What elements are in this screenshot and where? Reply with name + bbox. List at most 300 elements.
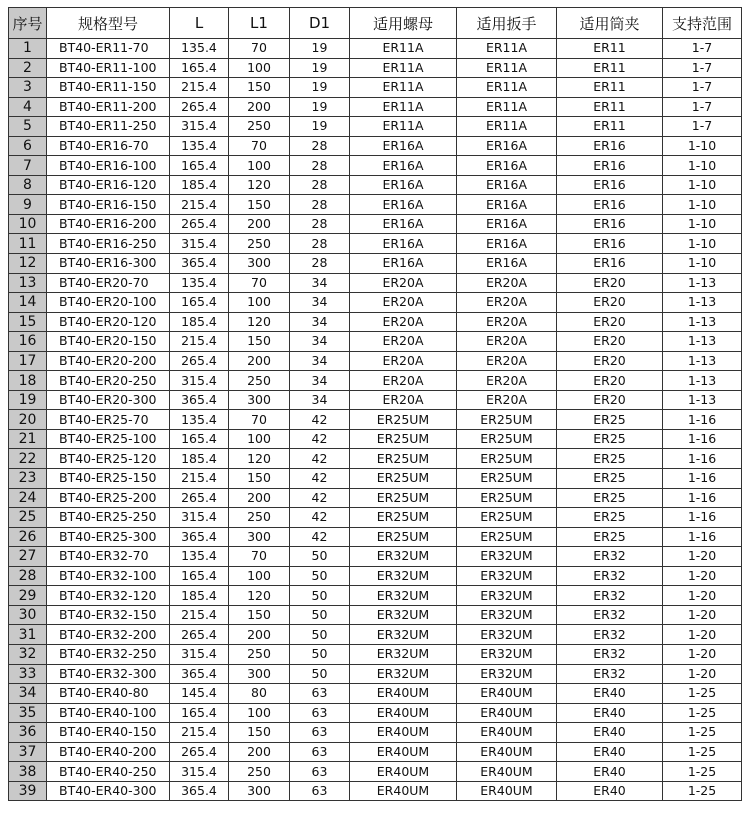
cell-collet: ER20 [557,273,663,293]
cell-model: BT40-ER40-80 [47,684,170,704]
cell-l1: 250 [229,762,290,782]
cell-nut: ER25UM [350,508,457,528]
cell-d1: 19 [290,58,350,78]
table-row [9,254,742,274]
cell-nut: ER32UM [350,644,457,664]
cell-index: 36 [9,723,47,743]
cell-l1: 200 [229,97,290,117]
cell-collet: ER11 [557,39,663,59]
cell-l: 215.4 [170,723,229,743]
table-row [9,156,742,176]
cell-collet: ER16 [557,136,663,156]
cell-model: BT40-ER20-200 [47,351,170,371]
table-row [9,78,742,98]
cell-l1: 150 [229,195,290,215]
table-row [9,508,742,528]
cell-index: 7 [9,156,47,176]
cell-collet: ER20 [557,351,663,371]
table-row [9,723,742,743]
cell-wrench: ER16A [457,156,557,176]
cell-d1: 28 [290,175,350,195]
header-range: 支持范围 [663,8,742,39]
header-d1: D1 [290,8,350,39]
cell-range: 1-10 [663,136,742,156]
cell-collet: ER11 [557,78,663,98]
cell-nut: ER11A [350,97,457,117]
cell-model: BT40-ER40-150 [47,723,170,743]
cell-model: BT40-ER40-250 [47,762,170,782]
cell-index: 1 [9,39,47,59]
cell-range: 1-16 [663,488,742,508]
cell-collet: ER32 [557,586,663,606]
cell-l: 135.4 [170,273,229,293]
table-row [9,293,742,313]
header-l: L [170,8,229,39]
cell-collet: ER25 [557,429,663,449]
cell-collet: ER40 [557,703,663,723]
cell-range: 1-13 [663,390,742,410]
cell-range: 1-20 [663,547,742,567]
cell-range: 1-10 [663,156,742,176]
cell-index: 22 [9,449,47,469]
cell-range: 1-13 [663,371,742,391]
cell-d1: 34 [290,371,350,391]
cell-nut: ER40UM [350,781,457,801]
cell-collet: ER32 [557,547,663,567]
cell-nut: ER11A [350,58,457,78]
cell-collet: ER32 [557,566,663,586]
cell-l1: 150 [229,469,290,489]
cell-d1: 28 [290,195,350,215]
cell-nut: ER11A [350,39,457,59]
cell-wrench: ER32UM [457,547,557,567]
cell-l1: 150 [229,605,290,625]
cell-l1: 300 [229,254,290,274]
cell-l: 165.4 [170,429,229,449]
cell-wrench: ER11A [457,58,557,78]
cell-nut: ER20A [350,332,457,352]
cell-nut: ER20A [350,273,457,293]
cell-range: 1-25 [663,762,742,782]
cell-collet: ER25 [557,410,663,430]
cell-collet: ER16 [557,156,663,176]
cell-range: 1-20 [663,586,742,606]
cell-range: 1-16 [663,449,742,469]
table-row [9,488,742,508]
table-row [9,762,742,782]
cell-l: 365.4 [170,664,229,684]
cell-d1: 34 [290,351,350,371]
cell-l1: 300 [229,664,290,684]
cell-model: BT40-ER11-250 [47,117,170,137]
table-row [9,684,742,704]
cell-nut: ER16A [350,214,457,234]
cell-collet: ER11 [557,97,663,117]
cell-nut: ER25UM [350,429,457,449]
cell-index: 31 [9,625,47,645]
cell-l: 315.4 [170,762,229,782]
cell-wrench: ER25UM [457,527,557,547]
cell-model: BT40-ER25-200 [47,488,170,508]
cell-wrench: ER40UM [457,762,557,782]
cell-l1: 120 [229,175,290,195]
cell-nut: ER20A [350,351,457,371]
cell-wrench: ER16A [457,214,557,234]
cell-nut: ER32UM [350,664,457,684]
cell-index: 25 [9,508,47,528]
cell-wrench: ER40UM [457,684,557,704]
cell-l1: 200 [229,488,290,508]
cell-model: BT40-ER32-250 [47,644,170,664]
cell-model: BT40-ER11-150 [47,78,170,98]
cell-range: 1-20 [663,664,742,684]
cell-d1: 42 [290,527,350,547]
cell-d1: 19 [290,117,350,137]
table-row [9,644,742,664]
cell-l1: 100 [229,703,290,723]
cell-l1: 150 [229,78,290,98]
cell-collet: ER25 [557,527,663,547]
cell-index: 23 [9,469,47,489]
cell-l1: 150 [229,723,290,743]
cell-wrench: ER32UM [457,566,557,586]
cell-nut: ER11A [350,117,457,137]
cell-nut: ER20A [350,390,457,410]
cell-collet: ER40 [557,723,663,743]
cell-wrench: ER25UM [457,469,557,489]
cell-range: 1-13 [663,351,742,371]
cell-d1: 34 [290,312,350,332]
cell-model: BT40-ER25-120 [47,449,170,469]
cell-l: 185.4 [170,312,229,332]
cell-range: 1-7 [663,39,742,59]
cell-model: BT40-ER32-100 [47,566,170,586]
cell-l: 265.4 [170,214,229,234]
spec-table [8,7,742,801]
cell-l: 135.4 [170,136,229,156]
cell-l: 315.4 [170,234,229,254]
cell-model: BT40-ER20-150 [47,332,170,352]
table-row [9,351,742,371]
cell-nut: ER32UM [350,625,457,645]
cell-wrench: ER16A [457,136,557,156]
cell-wrench: ER32UM [457,586,557,606]
cell-l: 315.4 [170,371,229,391]
cell-l1: 150 [229,332,290,352]
cell-index: 32 [9,644,47,664]
cell-index: 35 [9,703,47,723]
cell-range: 1-13 [663,273,742,293]
cell-d1: 28 [290,156,350,176]
cell-nut: ER20A [350,371,457,391]
cell-range: 1-20 [663,566,742,586]
cell-d1: 28 [290,136,350,156]
cell-l: 165.4 [170,58,229,78]
cell-l1: 70 [229,136,290,156]
cell-collet: ER16 [557,175,663,195]
cell-collet: ER20 [557,390,663,410]
table-row [9,371,742,391]
cell-wrench: ER20A [457,390,557,410]
cell-wrench: ER32UM [457,664,557,684]
cell-l: 365.4 [170,781,229,801]
cell-l1: 250 [229,371,290,391]
cell-nut: ER40UM [350,742,457,762]
cell-range: 1-10 [663,175,742,195]
cell-collet: ER11 [557,117,663,137]
cell-l1: 250 [229,644,290,664]
cell-l1: 250 [229,234,290,254]
cell-d1: 50 [290,644,350,664]
table-row [9,586,742,606]
cell-l: 165.4 [170,156,229,176]
cell-nut: ER16A [350,156,457,176]
cell-l: 265.4 [170,488,229,508]
cell-model: BT40-ER16-70 [47,136,170,156]
header-model: 规格型号 [47,8,170,39]
cell-l: 215.4 [170,332,229,352]
cell-model: BT40-ER11-200 [47,97,170,117]
cell-d1: 42 [290,508,350,528]
cell-index: 9 [9,195,47,215]
cell-range: 1-13 [663,332,742,352]
cell-d1: 42 [290,429,350,449]
cell-wrench: ER20A [457,312,557,332]
cell-wrench: ER40UM [457,703,557,723]
cell-wrench: ER16A [457,234,557,254]
cell-range: 1-7 [663,117,742,137]
cell-range: 1-13 [663,312,742,332]
cell-wrench: ER20A [457,351,557,371]
cell-l: 145.4 [170,684,229,704]
cell-d1: 50 [290,625,350,645]
cell-l: 365.4 [170,254,229,274]
cell-index: 11 [9,234,47,254]
cell-range: 1-25 [663,781,742,801]
cell-wrench: ER25UM [457,449,557,469]
cell-index: 28 [9,566,47,586]
cell-collet: ER16 [557,195,663,215]
cell-index: 27 [9,547,47,567]
cell-range: 1-7 [663,78,742,98]
cell-range: 1-25 [663,742,742,762]
table-row [9,449,742,469]
cell-l: 365.4 [170,390,229,410]
cell-model: BT40-ER32-200 [47,625,170,645]
cell-model: BT40-ER20-70 [47,273,170,293]
cell-l1: 120 [229,312,290,332]
cell-l1: 200 [229,351,290,371]
cell-wrench: ER40UM [457,742,557,762]
cell-collet: ER11 [557,58,663,78]
cell-d1: 42 [290,410,350,430]
cell-nut: ER16A [350,195,457,215]
cell-d1: 50 [290,547,350,567]
cell-collet: ER20 [557,371,663,391]
cell-collet: ER25 [557,508,663,528]
cell-l: 215.4 [170,605,229,625]
cell-index: 37 [9,742,47,762]
cell-nut: ER16A [350,175,457,195]
cell-model: BT40-ER11-100 [47,58,170,78]
table-row [9,97,742,117]
cell-nut: ER40UM [350,703,457,723]
cell-nut: ER32UM [350,566,457,586]
cell-wrench: ER25UM [457,429,557,449]
cell-l: 265.4 [170,625,229,645]
cell-l1: 70 [229,410,290,430]
cell-l: 365.4 [170,527,229,547]
cell-index: 3 [9,78,47,98]
cell-d1: 19 [290,97,350,117]
cell-collet: ER20 [557,312,663,332]
cell-nut: ER32UM [350,605,457,625]
cell-nut: ER25UM [350,469,457,489]
cell-wrench: ER11A [457,78,557,98]
cell-range: 1-10 [663,195,742,215]
cell-collet: ER16 [557,254,663,274]
cell-range: 1-20 [663,605,742,625]
cell-l1: 300 [229,390,290,410]
table-row [9,332,742,352]
cell-wrench: ER16A [457,195,557,215]
cell-collet: ER20 [557,332,663,352]
cell-model: BT40-ER16-200 [47,214,170,234]
cell-model: BT40-ER40-300 [47,781,170,801]
cell-d1: 63 [290,742,350,762]
table-row [9,742,742,762]
cell-wrench: ER11A [457,97,557,117]
cell-nut: ER40UM [350,762,457,782]
cell-index: 20 [9,410,47,430]
cell-model: BT40-ER11-70 [47,39,170,59]
cell-l1: 100 [229,293,290,313]
cell-nut: ER20A [350,312,457,332]
cell-l: 215.4 [170,195,229,215]
cell-l1: 70 [229,39,290,59]
cell-index: 17 [9,351,47,371]
cell-l1: 300 [229,781,290,801]
cell-model: BT40-ER20-300 [47,390,170,410]
cell-l1: 70 [229,273,290,293]
cell-collet: ER32 [557,625,663,645]
cell-model: BT40-ER25-250 [47,508,170,528]
table-row [9,605,742,625]
table-row [9,566,742,586]
cell-l1: 120 [229,449,290,469]
cell-range: 1-16 [663,508,742,528]
cell-model: BT40-ER32-300 [47,664,170,684]
cell-wrench: ER25UM [457,410,557,430]
cell-range: 1-7 [663,97,742,117]
cell-d1: 63 [290,684,350,704]
cell-l: 265.4 [170,742,229,762]
cell-d1: 42 [290,449,350,469]
table-row [9,117,742,137]
cell-range: 1-25 [663,723,742,743]
cell-range: 1-25 [663,684,742,704]
cell-collet: ER40 [557,762,663,782]
cell-l1: 250 [229,508,290,528]
cell-index: 29 [9,586,47,606]
cell-index: 39 [9,781,47,801]
cell-index: 8 [9,175,47,195]
cell-d1: 28 [290,254,350,274]
cell-l: 215.4 [170,469,229,489]
table-row [9,175,742,195]
cell-range: 1-16 [663,527,742,547]
header-l1: L1 [229,8,290,39]
cell-model: BT40-ER16-100 [47,156,170,176]
cell-index: 19 [9,390,47,410]
cell-wrench: ER20A [457,332,557,352]
header-nut: 适用螺母 [350,8,457,39]
table-row [9,703,742,723]
cell-d1: 28 [290,214,350,234]
cell-range: 1-20 [663,625,742,645]
cell-collet: ER32 [557,664,663,684]
cell-index: 30 [9,605,47,625]
header-index: 序号 [9,8,47,39]
cell-index: 13 [9,273,47,293]
cell-index: 10 [9,214,47,234]
table-row [9,781,742,801]
cell-l1: 100 [229,58,290,78]
cell-collet: ER20 [557,293,663,313]
cell-wrench: ER16A [457,254,557,274]
cell-l1: 100 [229,156,290,176]
cell-index: 4 [9,97,47,117]
cell-index: 21 [9,429,47,449]
cell-d1: 34 [290,293,350,313]
cell-nut: ER25UM [350,488,457,508]
cell-wrench: ER11A [457,39,557,59]
cell-index: 5 [9,117,47,137]
cell-range: 1-25 [663,703,742,723]
cell-model: BT40-ER40-200 [47,742,170,762]
table-row [9,625,742,645]
cell-index: 18 [9,371,47,391]
cell-index: 14 [9,293,47,313]
cell-d1: 50 [290,605,350,625]
table-row [9,429,742,449]
table-row [9,312,742,332]
table-row [9,469,742,489]
cell-d1: 42 [290,488,350,508]
cell-model: BT40-ER16-250 [47,234,170,254]
cell-l: 165.4 [170,293,229,313]
table-header [9,8,742,39]
cell-d1: 19 [290,39,350,59]
cell-index: 16 [9,332,47,352]
cell-d1: 63 [290,781,350,801]
cell-d1: 50 [290,586,350,606]
cell-range: 1-20 [663,644,742,664]
table-row [9,214,742,234]
cell-collet: ER32 [557,644,663,664]
cell-collet: ER32 [557,605,663,625]
cell-model: BT40-ER20-120 [47,312,170,332]
table-row [9,195,742,215]
cell-wrench: ER16A [457,175,557,195]
cell-d1: 19 [290,78,350,98]
table-row [9,273,742,293]
cell-l: 265.4 [170,351,229,371]
cell-range: 1-10 [663,234,742,254]
cell-model: BT40-ER20-100 [47,293,170,313]
cell-collet: ER40 [557,742,663,762]
table-body [9,39,742,801]
